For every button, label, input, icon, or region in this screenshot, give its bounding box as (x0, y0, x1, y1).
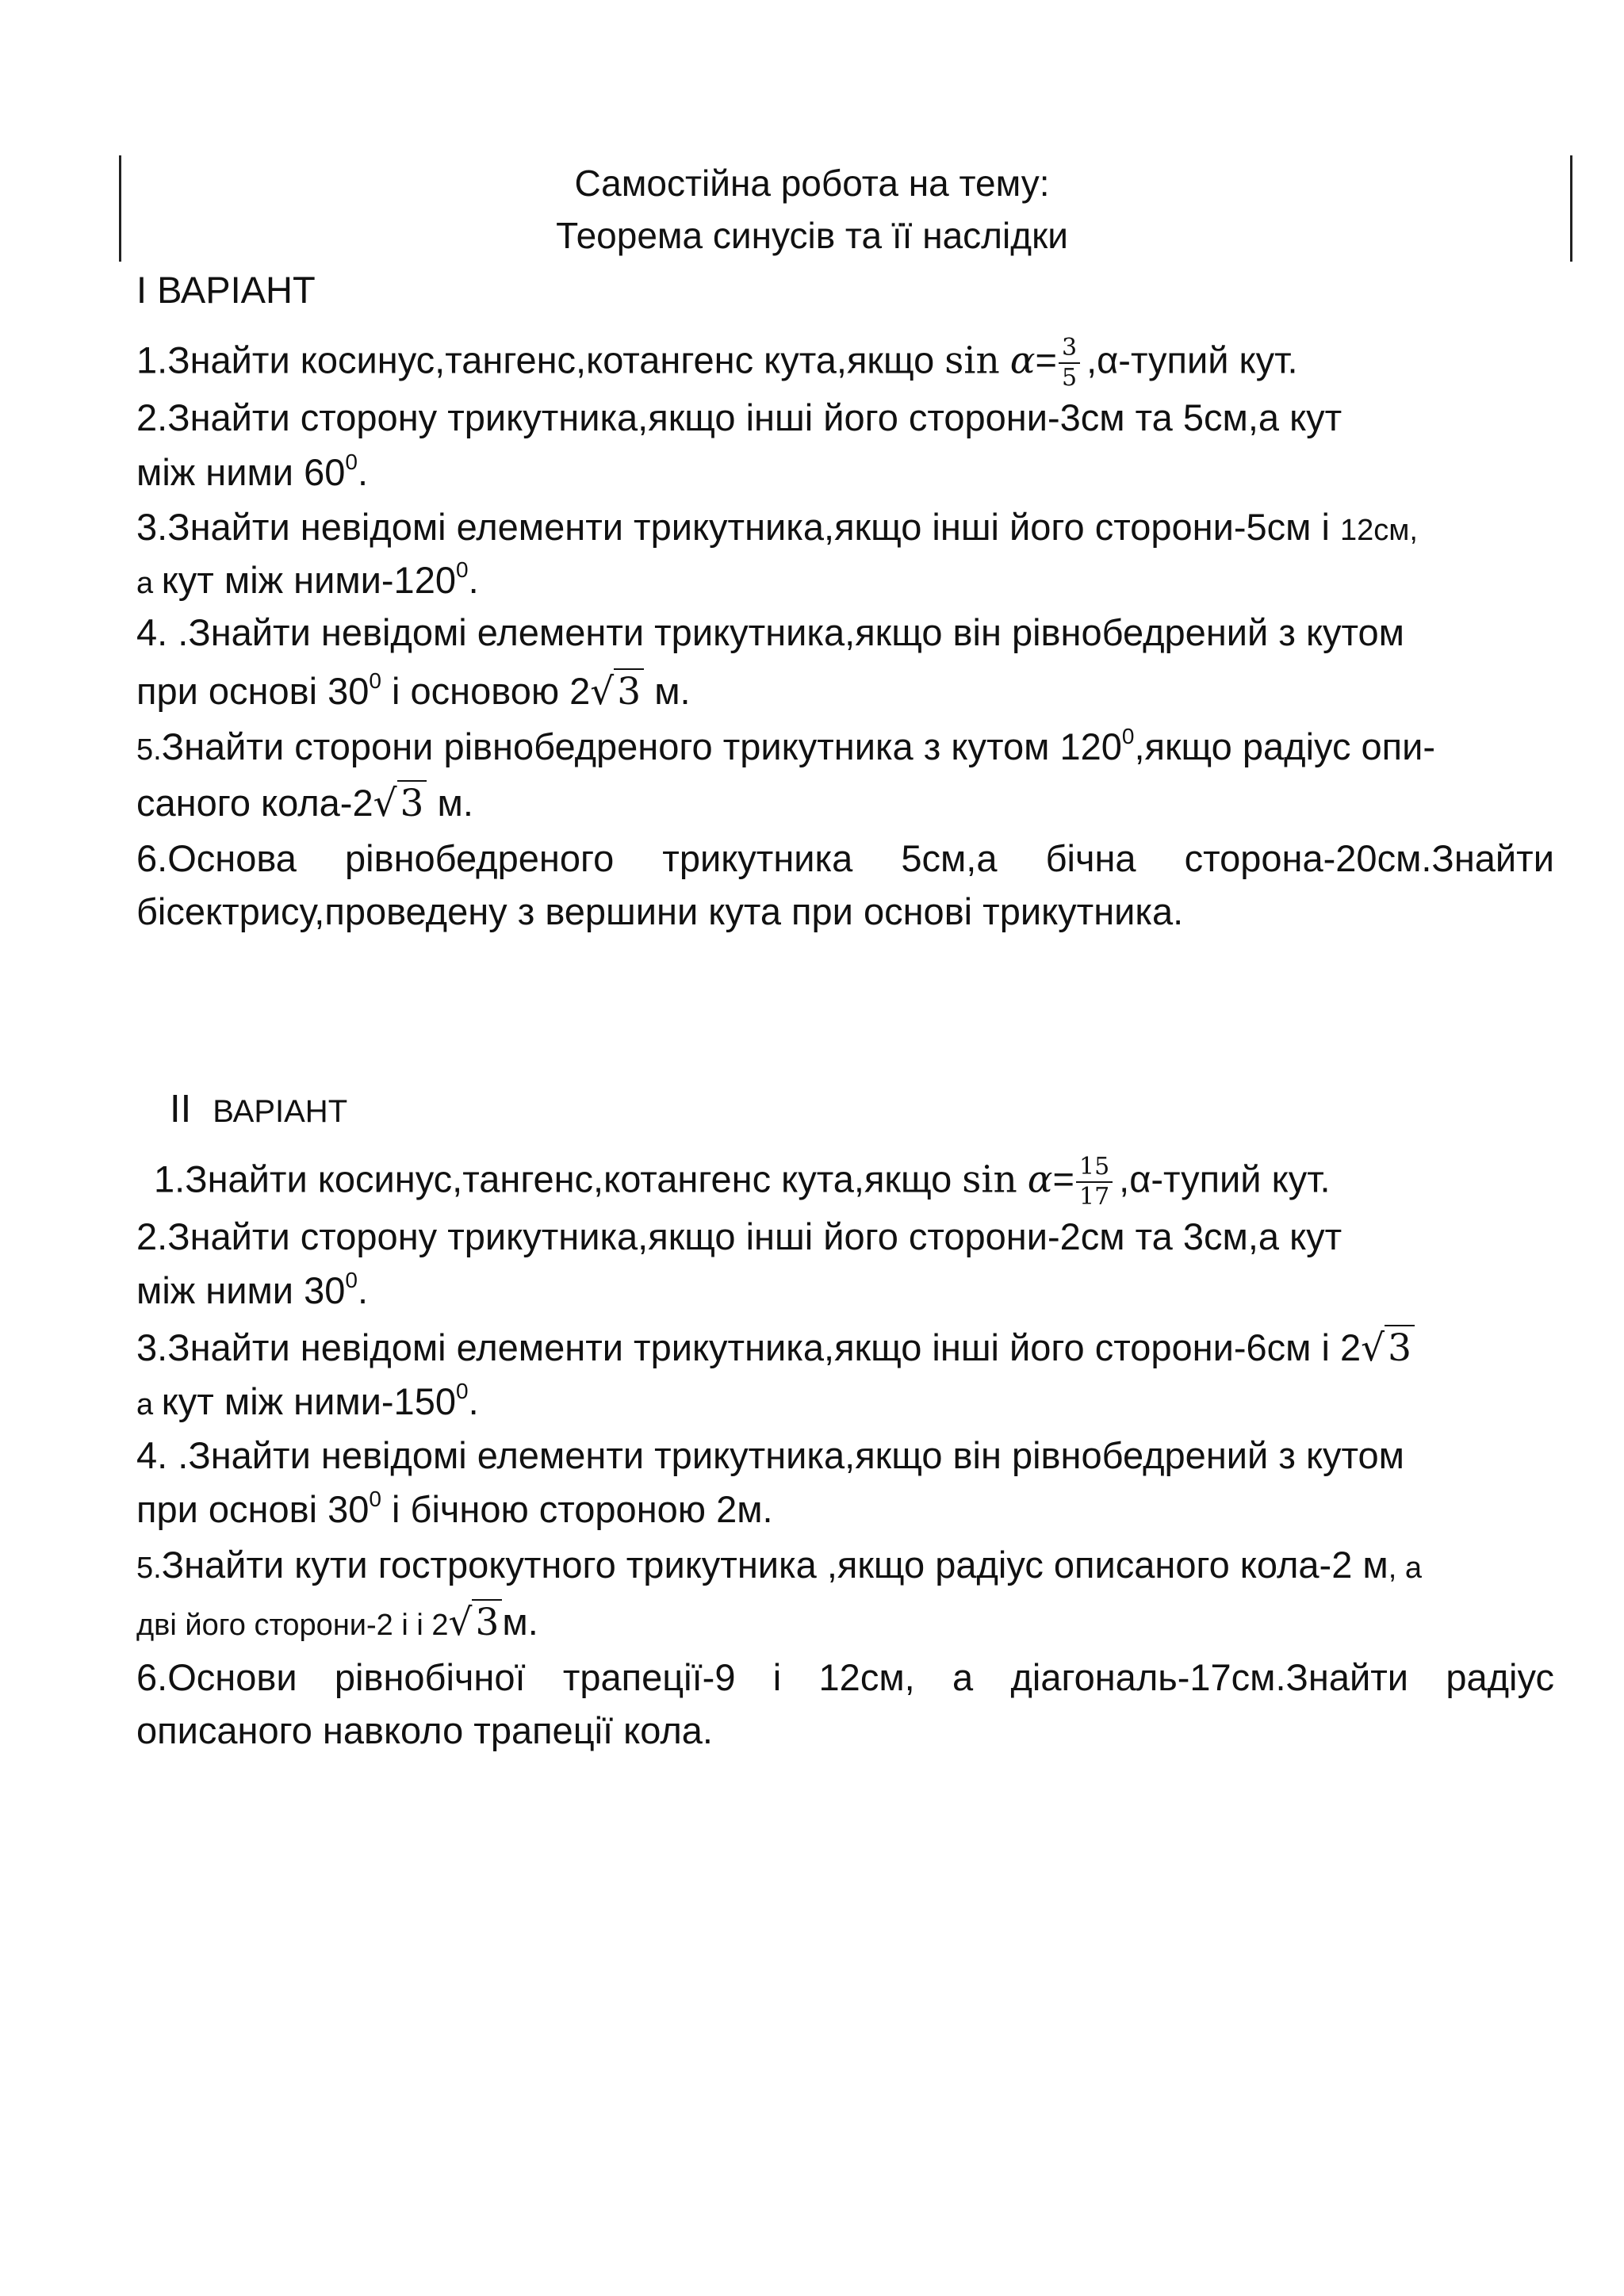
v2-task4-text: при основі 30 (136, 1488, 370, 1530)
alpha-symbol: α (1009, 339, 1036, 383)
v1-task3-a: а (136, 567, 162, 600)
v2-task5-line2 (136, 1598, 538, 1649)
radical-sign: √ (590, 670, 615, 714)
v2-task1-text: 1.Знайти косинус,тангенс,котангенс кута,якщо (154, 1158, 963, 1200)
degree-superscript: 0 (345, 450, 358, 474)
v2-task1 (154, 1153, 1331, 1211)
v1-task6-word: рівнобедреного (345, 837, 615, 879)
v2-task1-tail: ,α-тупий кут. (1119, 1158, 1331, 1200)
v1-task6-line2: бісектрису,проведену з вершини кута при основі трикутника. (136, 890, 1184, 932)
radical-sign: √ (1361, 1326, 1385, 1370)
fraction (1076, 1153, 1113, 1211)
v1-task1 (136, 334, 1298, 392)
fraction-numerator: 15 (1076, 1153, 1113, 1183)
v1-task1-text: 1.Знайти косинус,тангенс,котангенс кута,якщо (136, 339, 945, 381)
degree-superscript: 0 (455, 557, 469, 582)
v2-task6-word: трапеції-9 (562, 1656, 736, 1698)
v2-task4-line1: 4. .Знайти невідомі елементи трикутника,якщо він рівнобедрений з кутом (136, 1434, 1404, 1476)
v2-task5-number: 5. (136, 1552, 162, 1585)
v1-task4-unit: м. (644, 670, 691, 712)
square-root (1361, 1325, 1415, 1370)
v1-task5-number: 5. (136, 733, 162, 767)
radical-sign: √ (373, 782, 397, 825)
v2-task6-word: 12см, (818, 1656, 915, 1698)
v1-task6-word: трикутника (662, 837, 853, 879)
v1-task5-unit: м. (427, 782, 473, 824)
fraction-denominator: 5 (1061, 364, 1078, 392)
v2-task6-word: рівнобічної (334, 1656, 526, 1698)
variant1-heading: І ВАРІАНТ (136, 269, 316, 311)
v1-task3-text: 3.Знайти невідомі елементи трикутника,якщо інші його сторони-5см і (136, 506, 1341, 548)
v1-task1-tail: ,α-тупий кут. (1086, 339, 1298, 381)
fraction-denominator: 17 (1078, 1183, 1110, 1211)
fraction-numerator: 3 (1059, 334, 1080, 364)
v1-task2-text: між ними 60 (136, 451, 346, 493)
sin-function: sin (962, 1158, 1017, 1202)
sin-function: sin (944, 339, 1000, 383)
v2-task3-text: 3.Знайти невідомі елементи трикутника,якщо інші його сторони-6см і 2 (136, 1326, 1362, 1368)
v1-task6-word: сторона-20см.Знайти (1184, 837, 1554, 879)
v2-task6-word: а (952, 1656, 974, 1698)
degree-superscript: 0 (369, 1487, 381, 1511)
period: . (468, 559, 479, 601)
variant2-heading (170, 1085, 347, 1135)
v1-task3-line1 (136, 503, 1418, 554)
variant2-word: ВАРІАНТ (213, 1094, 348, 1129)
v2-task6-word: діагональ-17см.Знайти (1010, 1656, 1409, 1698)
v2-task6-line1 (136, 1654, 1554, 1701)
v2-task3-line2 (136, 1378, 479, 1429)
v1-task4-text: при основі 30 (136, 670, 370, 712)
v1-task5-line2 (136, 779, 473, 828)
v1-task5-text3: саного кола-2 (136, 782, 373, 824)
radicand: 3 (614, 668, 644, 714)
equals-sign: = (1035, 339, 1057, 381)
degree-superscript: 0 (1121, 724, 1135, 748)
v1-task5-line1 (136, 723, 1435, 774)
v1-task3-small: 12см, (1340, 514, 1418, 547)
v1-task5-text2: ,якщо радіус опи- (1134, 725, 1436, 767)
square-root (373, 780, 427, 825)
v2-task5-line1 (136, 1541, 1422, 1592)
equals-sign: = (1052, 1158, 1074, 1200)
v1-task3-text2: кут між ними-120 (161, 559, 456, 601)
v2-task3-a: а (136, 1388, 162, 1422)
variant2-number: ІІ (170, 1088, 192, 1131)
period: . (468, 1380, 479, 1422)
v2-task6-line2: описаного навколо трапеції кола. (136, 1709, 713, 1751)
v1-task6-word: 5см,а (901, 837, 998, 879)
v2-task6-word: і (772, 1656, 782, 1698)
v2-task6-word: радіус (1446, 1656, 1554, 1698)
period: . (357, 451, 369, 493)
v1-task5-text: Знайти сторони рівнобедреного трикутника з кутом 120 (161, 725, 1122, 767)
v2-task2-line1: 2.Знайти сторону трикутника,якщо інші його сторони-2см та 3см,а кут (136, 1215, 1342, 1257)
radical-sign: √ (448, 1601, 473, 1644)
v2-task4-line2 (136, 1486, 773, 1533)
v2-task5-small: , а (1388, 1552, 1422, 1585)
v1-task2-line2 (136, 449, 368, 496)
v2-task2-text: між ними 30 (136, 1269, 346, 1311)
radicand: 3 (472, 1599, 502, 1644)
v1-task4-line2 (136, 668, 691, 716)
v1-task3-line2 (136, 557, 479, 607)
radicand: 3 (1385, 1325, 1415, 1370)
page-title-line1: Самостійна робота на тему: (574, 163, 1050, 204)
v1-task4-text2: і основою 2 (381, 670, 591, 712)
square-root (449, 1599, 503, 1644)
degree-superscript: 0 (345, 1268, 358, 1292)
degree-superscript: 0 (369, 668, 381, 693)
fraction (1059, 334, 1080, 392)
v2-task4-text2: і бічною стороною 2м. (381, 1488, 773, 1530)
square-root (590, 668, 644, 714)
page-title-line2: Теорема синусів та її наслідки (556, 215, 1068, 256)
v1-task6-word: бічна (1045, 837, 1136, 879)
v2-task3-text2: кут між ними-150 (161, 1380, 456, 1422)
radicand: 3 (397, 780, 427, 825)
v1-task6-word: 6.Основа (136, 837, 297, 879)
v2-task5-text: Знайти кути гострокутного трикутника ,якщо радіус описаного кола-2 м (161, 1544, 1388, 1586)
period: . (357, 1269, 369, 1311)
v2-task6-word: 6.Основи (136, 1656, 297, 1698)
degree-superscript: 0 (455, 1379, 469, 1403)
v1-task6-line1 (136, 835, 1554, 882)
v2-task5-unit: м. (502, 1601, 538, 1643)
alpha-symbol: α (1027, 1158, 1053, 1202)
v1-task4-line1: 4. .Знайти невідомі елементи трикутника,якщо він рівнобедрений з кутом (136, 611, 1404, 653)
v2-task2-line2 (136, 1267, 368, 1314)
v1-task2-line1: 2.Знайти сторону трикутника,якщо інші його сторони-3см та 5см,а кут (136, 396, 1342, 438)
v2-task3-line1 (136, 1324, 1415, 1372)
v2-task5-text2: дві його сторони-2 і і 2 (136, 1609, 449, 1642)
